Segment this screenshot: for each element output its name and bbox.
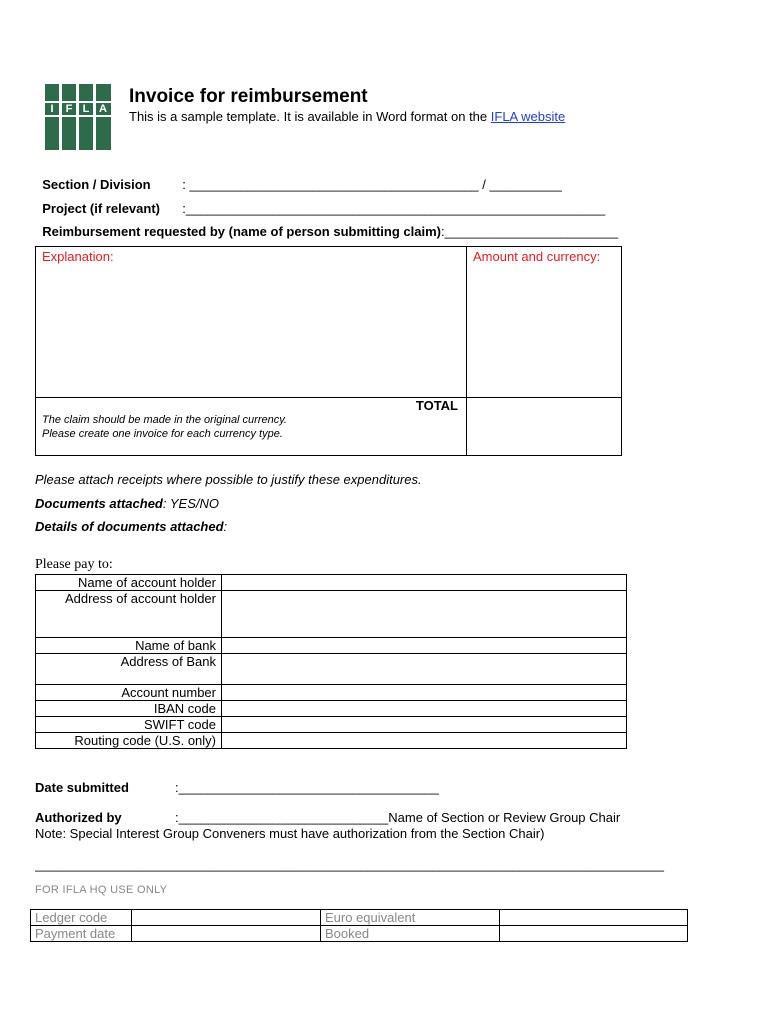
total-label: TOTAL <box>415 398 458 413</box>
routing-code-input[interactable] <box>222 733 627 749</box>
documents-attached-label: Documents attached <box>35 496 163 511</box>
hq-use-label: FOR IFLA HQ USE ONLY <box>35 884 168 896</box>
authorization-note: Note: Special Interest Group Conveners must have authorization from the Section Chair) <box>35 826 545 841</box>
section-division-label: Section / Division <box>42 177 151 192</box>
bank-details-table <box>35 574 627 749</box>
ledger-code-label: Ledger code <box>31 910 132 926</box>
payment-date-input[interactable] <box>132 926 321 942</box>
ifla-website-link[interactable]: IFLA website <box>490 109 566 124</box>
subtitle-text: This is a sample template. It is available in Word format on the <box>129 109 491 124</box>
column-divider <box>466 247 467 455</box>
bank-address-label: Address of Bank <box>36 654 222 685</box>
details-documents-colon: : <box>223 519 228 534</box>
bank-name-label: Name of bank <box>36 638 222 654</box>
authorized-by-input[interactable] <box>175 810 620 825</box>
account-number-label: Account number <box>36 685 222 701</box>
booked-input[interactable] <box>500 926 688 942</box>
explanation-box <box>35 246 622 456</box>
swift-input[interactable] <box>222 717 627 733</box>
table-row <box>36 575 627 591</box>
account-holder-address-input[interactable] <box>222 591 627 638</box>
section-division-value: : ________________________________________ / __________ <box>182 177 562 192</box>
table-row <box>31 910 688 926</box>
project-label: Project (if relevant) <box>42 201 160 216</box>
page-subtitle <box>129 109 565 124</box>
reimbursement-label: Reimbursement requested by (name of person submitting claim) <box>42 224 441 239</box>
euro-equivalent-label: Euro equivalent <box>321 910 500 926</box>
account-holder-label: Name of account holder <box>36 575 222 591</box>
page-title: Invoice for reimbursement <box>129 86 368 107</box>
details-documents-line <box>35 519 227 534</box>
reimbursement-field <box>35 209 618 239</box>
amount-currency-label: Amount and currency: <box>473 249 601 264</box>
attach-receipts-note: Please attach receipts where possible to justify these expenditures. <box>35 472 422 487</box>
payment-date-label: Payment date <box>31 926 132 942</box>
account-holder-input[interactable] <box>222 575 627 591</box>
ifla-logo <box>45 84 111 150</box>
logo-letter: I <box>50 103 54 115</box>
explanation-input[interactable] <box>42 251 462 393</box>
table-row <box>36 701 627 717</box>
account-holder-address-label: Address of account holder <box>36 591 222 638</box>
amount-input[interactable] <box>472 267 618 393</box>
documents-attached-value[interactable]: : YES/NO <box>162 496 219 511</box>
iban-input[interactable] <box>222 701 627 717</box>
table-row <box>36 733 627 749</box>
reimbursement-input[interactable]: :________________________ <box>440 224 619 239</box>
details-documents-label: Details of documents attached <box>35 519 224 534</box>
account-number-input[interactable] <box>222 685 627 701</box>
swift-label: SWIFT code <box>36 717 222 733</box>
table-row <box>36 685 627 701</box>
authorized-by-label: Authorized by <box>35 810 122 825</box>
currency-note-line: Please create one invoice for each currency type. <box>42 428 283 440</box>
authorized-by-value: :_____________________________Name of Section or Review Group Chair <box>175 810 621 825</box>
bank-address-input[interactable] <box>222 654 627 685</box>
euro-equivalent-input[interactable] <box>500 910 688 926</box>
booked-label: Booked <box>321 926 500 942</box>
date-submitted-value: :____________________________________ <box>175 780 439 795</box>
table-row <box>36 591 627 638</box>
bank-name-input[interactable] <box>222 638 627 654</box>
table-row <box>36 638 627 654</box>
logo-letter: A <box>99 103 107 115</box>
currency-note <box>42 413 287 441</box>
iban-label: IBAN code <box>36 701 222 717</box>
table-row <box>36 654 627 685</box>
logo-letter: F <box>65 103 73 115</box>
date-submitted-input[interactable] <box>175 780 439 795</box>
total-amount-input[interactable] <box>472 402 618 452</box>
total-divider <box>36 397 621 398</box>
explanation-label: Explanation: <box>42 249 114 264</box>
section-divider: _______________________________________________________________________________________ <box>35 857 665 872</box>
routing-code-label: Routing code (U.S. only) <box>36 733 222 749</box>
hq-table <box>30 909 688 942</box>
documents-attached-line <box>35 496 219 511</box>
table-row <box>36 717 627 733</box>
ledger-code-input[interactable] <box>132 910 321 926</box>
please-pay-heading: Please pay to: <box>35 557 113 572</box>
currency-note-line: The claim should be made in the original currency. <box>42 414 287 426</box>
project-value: :__________________________________________________________ <box>182 201 606 216</box>
date-submitted-label: Date submitted <box>35 780 129 795</box>
table-row <box>31 926 688 942</box>
logo-letter: L <box>82 103 90 115</box>
